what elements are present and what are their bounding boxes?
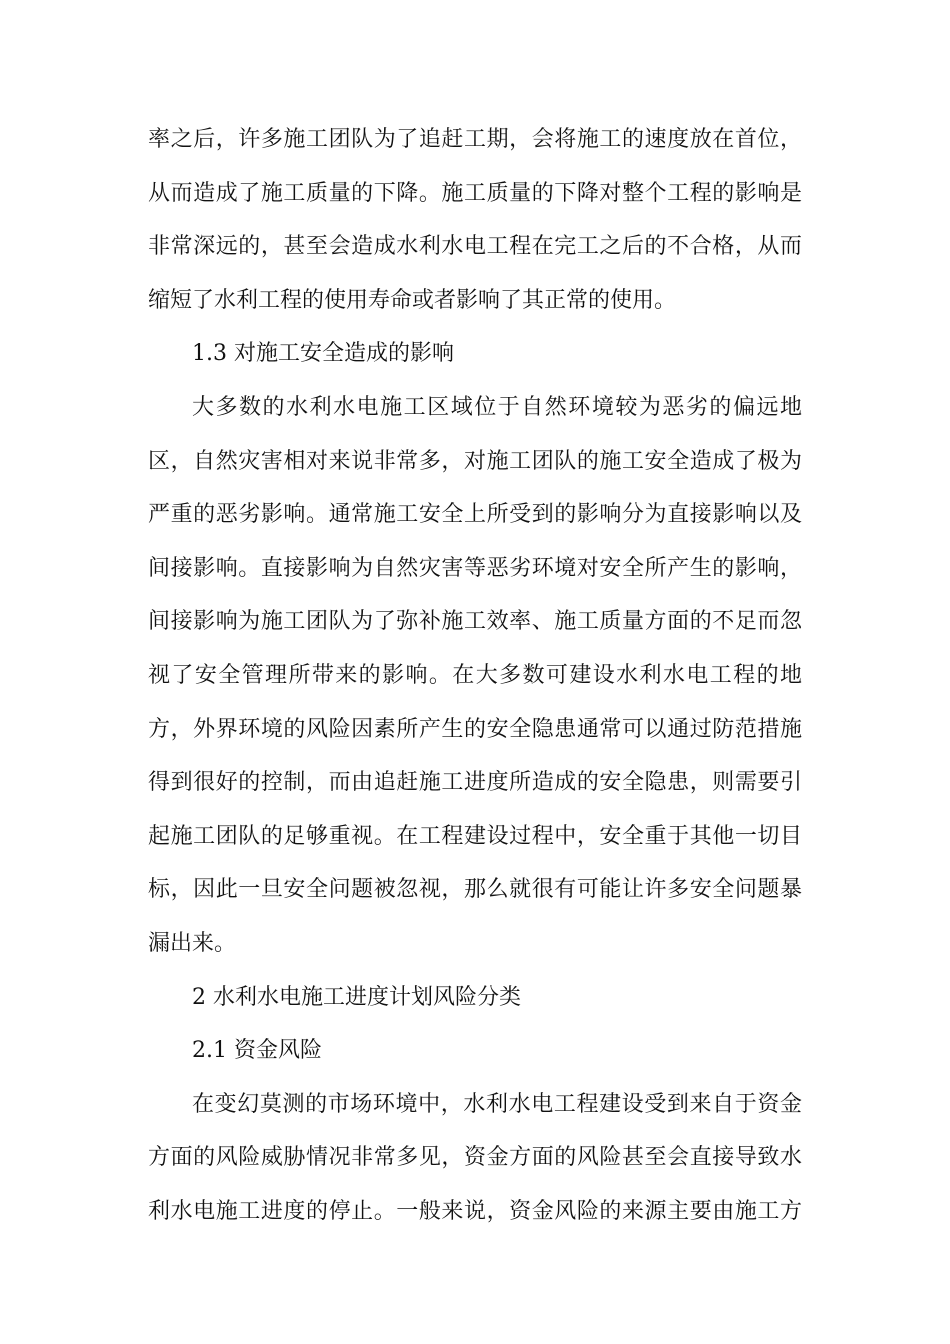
text-line: 利水电施工进度的停止。一般来说，资金风险的来源主要由施工方 [148, 1198, 802, 1224]
text-line: 缩短了水利工程的使用寿命或者影响了其正常的使用。 [148, 287, 677, 313]
text-line: 率之后，许多施工团队为了追赶工期，会将施工的速度放在首位， [148, 127, 802, 152]
text-line: 大多数的水利水电施工区域位于自然环境较为恶劣的偏远地 [192, 394, 802, 420]
text-line: 从而造成了施工质量的下降。施工质量的下降对整个工程的影响是 [148, 180, 802, 206]
text-line: 间接影响为施工团队为了弥补施工效率、施工质量方面的不足而忽 [148, 609, 802, 635]
text-line: 区，自然灾害相对来说非常多，对施工团队的施工安全造成了极为 [148, 448, 802, 474]
document-page [148, 113, 802, 1238]
text-line: 标，因此一旦安全问题被忽视，那么就很有可能让许多安全问题暴 [148, 877, 802, 903]
section-heading: 2 水利水电施工进度计划风险分类 [192, 984, 521, 1010]
text-line: 非常深远的，甚至会造成水利水电工程在完工之后的不合格，从而 [148, 234, 802, 260]
text-line: 方面的风险威胁情况非常多见，资金方面的风险甚至会直接导致水 [148, 1145, 802, 1171]
text-line: 漏出来。 [148, 930, 237, 956]
text-line: 视了安全管理所带来的影响。在大多数可建设水利水电工程的地 [148, 662, 802, 688]
text-line: 得到很好的控制，而由追赶施工进度所造成的安全隐患，则需要引 [148, 770, 802, 796]
subsection-heading: 2.1 资金风险 [192, 1038, 322, 1064]
section-heading: 1.3 对施工安全造成的影响 [192, 341, 454, 367]
text-line: 在变幻莫测的市场环境中，水利水电工程建设受到来自于资金 [192, 1091, 802, 1117]
text-line: 方，外界环境的风险因素所产生的安全隐患通常可以通过防范措施 [148, 716, 802, 742]
text-line: 起施工团队的足够重视。在工程建设过程中，安全重于其他一切目 [148, 823, 802, 849]
text-line: 严重的恶劣影响。通常施工安全上所受到的影响分为直接影响以及 [148, 502, 802, 528]
text-line: 间接影响。直接影响为自然灾害等恶劣环境对安全所产生的影响， [148, 555, 802, 581]
